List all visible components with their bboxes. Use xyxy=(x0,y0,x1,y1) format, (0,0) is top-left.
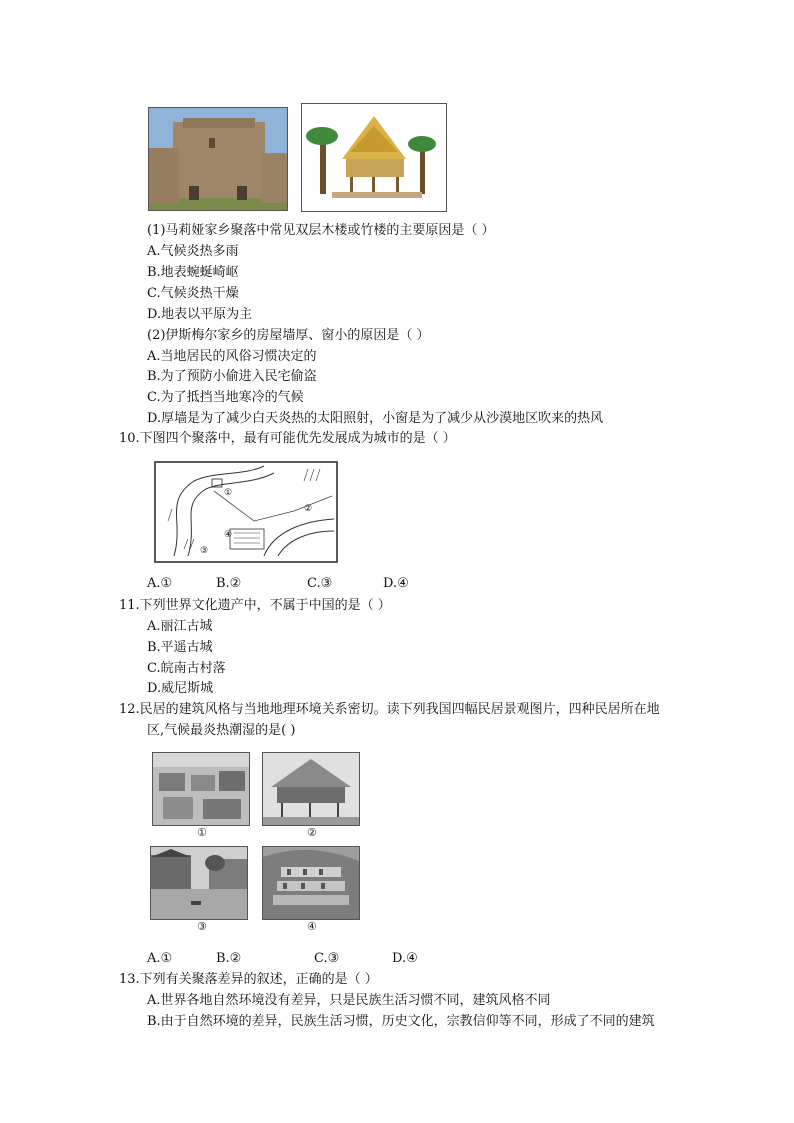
stilt-house-photo xyxy=(301,103,447,212)
q9-sub1-option-c[interactable]: C.气候炎热干燥 xyxy=(147,286,239,301)
q9-sub1-option-a[interactable]: A.气候炎热多雨 xyxy=(147,244,239,259)
q12-option-a[interactable]: A.① xyxy=(147,951,173,966)
q9-sub2-option-a[interactable]: A.当地居民的风俗习惯决定的 xyxy=(147,349,317,364)
q12-option-d[interactable]: D.④ xyxy=(392,951,418,966)
q13-stem: 13.下列有关聚落差异的叙述，正确的是（ ） xyxy=(119,972,378,987)
q12-option-c[interactable]: C.③ xyxy=(314,951,340,966)
q12-stem-line1: 12.民居的建筑风格与当地地理环境关系密切。读下列我国四幅民居景观图片，四种民居所在地 xyxy=(119,702,660,717)
q11-option-c[interactable]: C.皖南古村落 xyxy=(147,661,226,676)
map-marker-3: ③ xyxy=(200,546,209,556)
house-photo-1-label: ① xyxy=(197,826,207,839)
q13-option-a[interactable]: A.世界各地自然环境没有差异，只是民族生活习惯不同，建筑风格不同 xyxy=(147,993,551,1008)
q11-stem: 11.下列世界文化遗产中，不属于中国的是（ ） xyxy=(119,598,391,613)
q13-option-b[interactable]: B.由于自然环境的差异，民族生活习惯，历史文化，宗教信仰等不同，形成了不同的建筑 xyxy=(147,1014,655,1029)
house-photo-1 xyxy=(152,752,250,826)
castle-photo xyxy=(148,107,288,211)
q9-sub1-option-b[interactable]: B.地表蜿蜒崎岖 xyxy=(147,265,239,280)
q10-stem: 10.下图四个聚落中，最有可能优先发展成为城市的是（ ） xyxy=(119,431,456,446)
settlement-map xyxy=(154,461,338,563)
q9-sub2-option-c[interactable]: C.为了抵挡当地寒冷的气候 xyxy=(147,390,304,405)
house-photo-2-label: ② xyxy=(307,826,317,839)
q11-option-a[interactable]: A.丽江古城 xyxy=(147,619,213,634)
q9-sub2-option-d[interactable]: D.厚墙是为了减少白天炎热的太阳照射，小窗是为了减少从沙漠地区吹来的热风 xyxy=(147,411,604,426)
q10-option-b[interactable]: B.② xyxy=(216,576,242,591)
q10-option-c[interactable]: C.③ xyxy=(307,576,333,591)
house-photo-2 xyxy=(262,752,360,826)
map-marker-1: ① xyxy=(224,488,233,498)
house-photo-3-label: ③ xyxy=(197,920,207,933)
q9-sub2-stem: (2)伊斯梅尔家乡的房屋墙厚、窗小的原因是（ ） xyxy=(147,328,430,343)
q11-option-b[interactable]: B.平遥古城 xyxy=(147,640,213,655)
q10-option-a[interactable]: A.① xyxy=(147,576,173,591)
q9-sub1-option-d[interactable]: D.地表以平原为主 xyxy=(147,307,253,322)
q12-stem-line2: 区,气候最炎热潮湿的是( ) xyxy=(147,723,296,738)
map-marker-4: ④ xyxy=(224,530,233,540)
house-photo-4 xyxy=(262,846,360,920)
q10-option-d[interactable]: D.④ xyxy=(383,576,409,591)
map-marker-2: ② xyxy=(304,504,313,514)
house-photo-3 xyxy=(150,846,248,920)
q9-sub2-option-b[interactable]: B.为了预防小偷进入民宅偷盗 xyxy=(147,369,317,384)
q9-sub1-stem: (1)马莉娅家乡聚落中常见双层木楼或竹楼的主要原因是（ ） xyxy=(147,223,495,238)
house-photo-4-label: ④ xyxy=(307,920,317,933)
q12-option-b[interactable]: B.② xyxy=(216,951,242,966)
q11-option-d[interactable]: D.威尼斯城 xyxy=(147,681,214,696)
